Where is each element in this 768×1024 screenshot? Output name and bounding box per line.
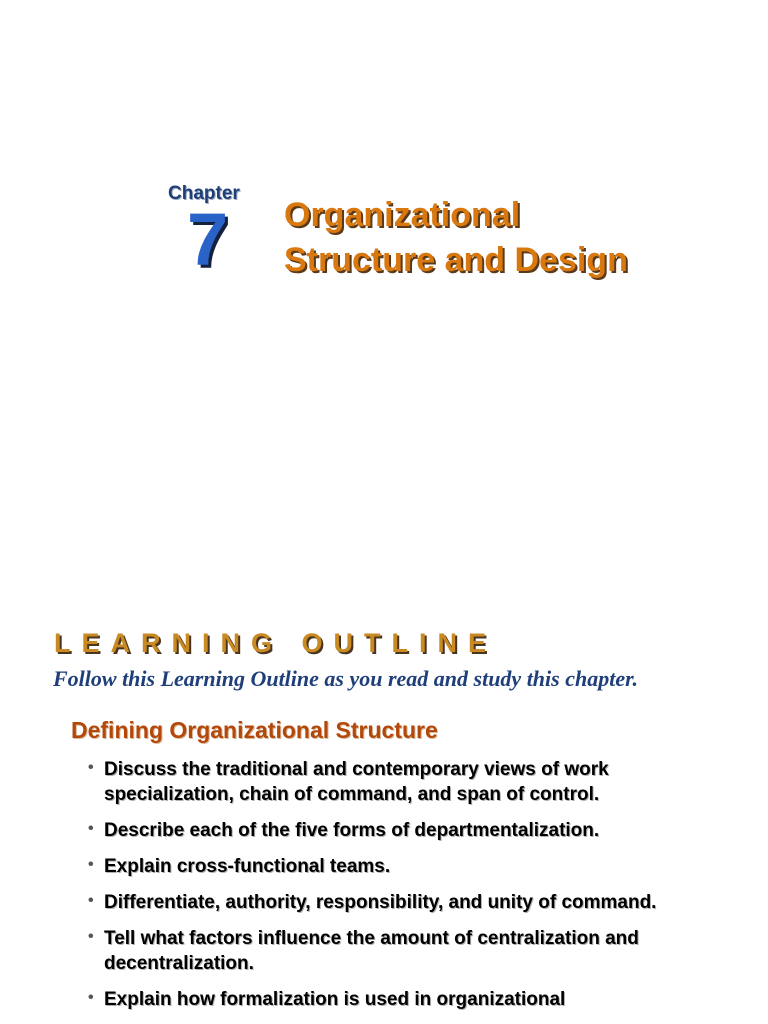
list-item — [88, 890, 688, 915]
objectives-list — [88, 757, 688, 1023]
chapter-title — [284, 193, 628, 283]
bullet-icon: • — [88, 856, 94, 873]
list-item — [88, 987, 688, 1012]
bullet-icon: • — [88, 892, 94, 909]
list-item — [88, 926, 688, 976]
bullet-icon: • — [88, 820, 94, 837]
bullet-icon: • — [88, 928, 94, 945]
section-title: Defining Organizational Structure — [71, 717, 438, 743]
objective-text: Explain cross-functional teams. — [104, 856, 391, 877]
chapter-number: 7 — [187, 198, 229, 281]
chapter-label: Chapter — [168, 183, 240, 204]
objective-text: Differentiate, authority, responsibility, and unity of command. — [104, 892, 657, 913]
objective-text: Explain how formalization is used in organizational — [104, 989, 566, 1010]
learning-outline-heading: LEARNING OUTLINE — [54, 628, 497, 658]
bullet-icon: • — [88, 989, 94, 1006]
objective-text: Discuss the traditional and contemporary views of work specialization, chain of command, and span of control. — [104, 759, 609, 805]
list-item — [88, 818, 688, 843]
bullet-icon: • — [88, 759, 94, 776]
objective-text: Tell what factors influence the amount of centralization and decentralization. — [104, 928, 639, 974]
list-item — [88, 854, 688, 879]
learning-outline-subtitle: Follow this Learning Outline as you read and study this chapter. — [53, 666, 638, 691]
list-item — [88, 757, 688, 807]
objective-text: Describe each of the five forms of departmentalization. — [104, 820, 600, 841]
chapter-title-line: Structure and Design — [284, 241, 628, 279]
chapter-title-line: Organizational — [284, 196, 521, 234]
